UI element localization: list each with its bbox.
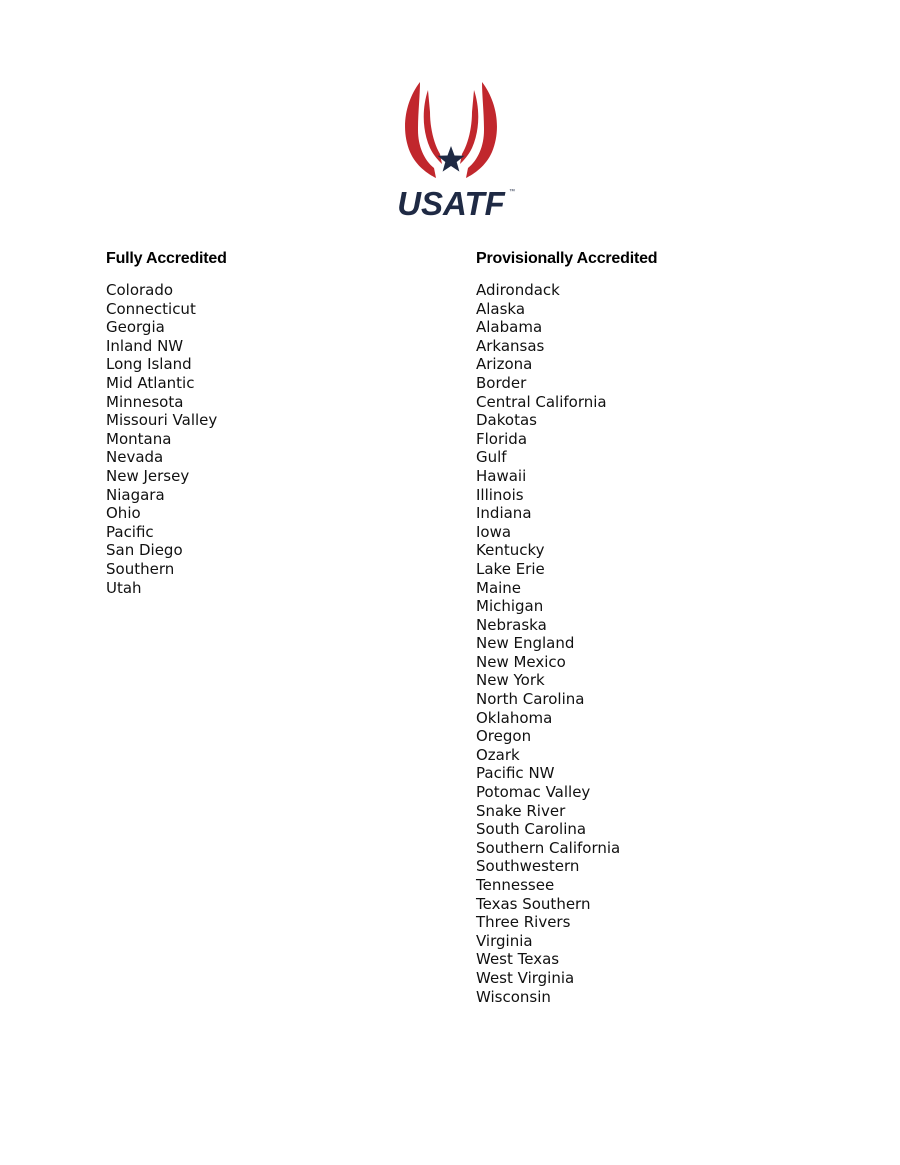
list-item: Virginia [476,931,533,950]
list-item: Pacific NW [476,764,555,783]
list-item: Michigan [476,597,544,616]
list-item: North Carolina [476,690,585,709]
star-icon [438,146,465,172]
list-item: Potomac Valley [476,783,591,802]
list-item: Three Rivers [476,913,571,932]
list-item: Kentucky [476,541,545,560]
list-item: Lake Erie [476,559,545,578]
list-item: Indiana [476,504,532,523]
list-item: South Carolina [476,820,587,839]
provisionally-accredited-list [476,281,806,1006]
list-item: Oregon [476,727,532,746]
list-item: Gulf [476,448,507,467]
list-item: Iowa [476,522,512,541]
list-item: Texas Southern [476,894,591,913]
list-item: Border [476,373,527,392]
list-item: Long Island [106,355,192,374]
list-item: Niagara [106,485,165,504]
list-item: Missouri Valley [106,411,218,430]
list-item: Snake River [476,801,566,820]
list-item: New York [476,671,545,690]
list-item: Minnesota [106,392,184,411]
list-item: Ohio [106,504,141,523]
fully-accredited-heading: Fully Accredited [106,250,227,267]
list-item: Ozark [476,745,520,764]
list-item: Utah [106,578,142,597]
list-item: Mid Atlantic [106,373,195,392]
list-item: Central California [476,392,607,411]
fully-accredited-column [106,249,436,597]
list-item: Illinois [476,485,524,504]
list-item: West Virginia [476,968,575,987]
list-item: San Diego [106,541,183,560]
list-item: New England [476,634,575,653]
list-item: Arkansas [476,336,545,355]
list-item: Connecticut [106,299,196,318]
list-item: Nevada [106,448,164,467]
list-item: Southern [106,559,175,578]
list-item: Georgia [106,318,165,337]
list-item: Colorado [106,281,174,299]
list-item: Oklahoma [476,708,553,727]
list-item: Alaska [476,299,526,318]
list-item: Montana [106,429,172,448]
list-item: Pacific [106,522,154,541]
list-item: Alabama [476,318,543,337]
usatf-wordmark: USATF [397,185,505,222]
provisionally-accredited-heading: Provisionally Accredited [476,250,658,267]
list-item: Southern California [476,838,621,857]
usatf-wings-logo-icon [388,78,514,220]
list-item: New Mexico [476,652,566,671]
list-item: Arizona [476,355,533,374]
list-item: Florida [476,429,528,448]
list-item: Adirondack [476,281,560,299]
list-item: Dakotas [476,411,537,430]
list-item: Tennessee [476,876,555,894]
svg-text:™: ™ [509,189,515,195]
list-item: Inland NW [106,336,184,355]
list-item: Southwestern [476,857,580,876]
list-item: West Texas [476,950,560,969]
list-item: New Jersey [106,466,190,485]
list-item: Maine [476,578,522,597]
fully-accredited-list [106,281,436,597]
provisionally-accredited-column [476,249,806,1006]
list-item: Nebraska [476,615,547,634]
list-item: Wisconsin [476,987,551,1006]
usatf-logo [388,78,514,220]
list-item: Hawaii [476,466,527,485]
